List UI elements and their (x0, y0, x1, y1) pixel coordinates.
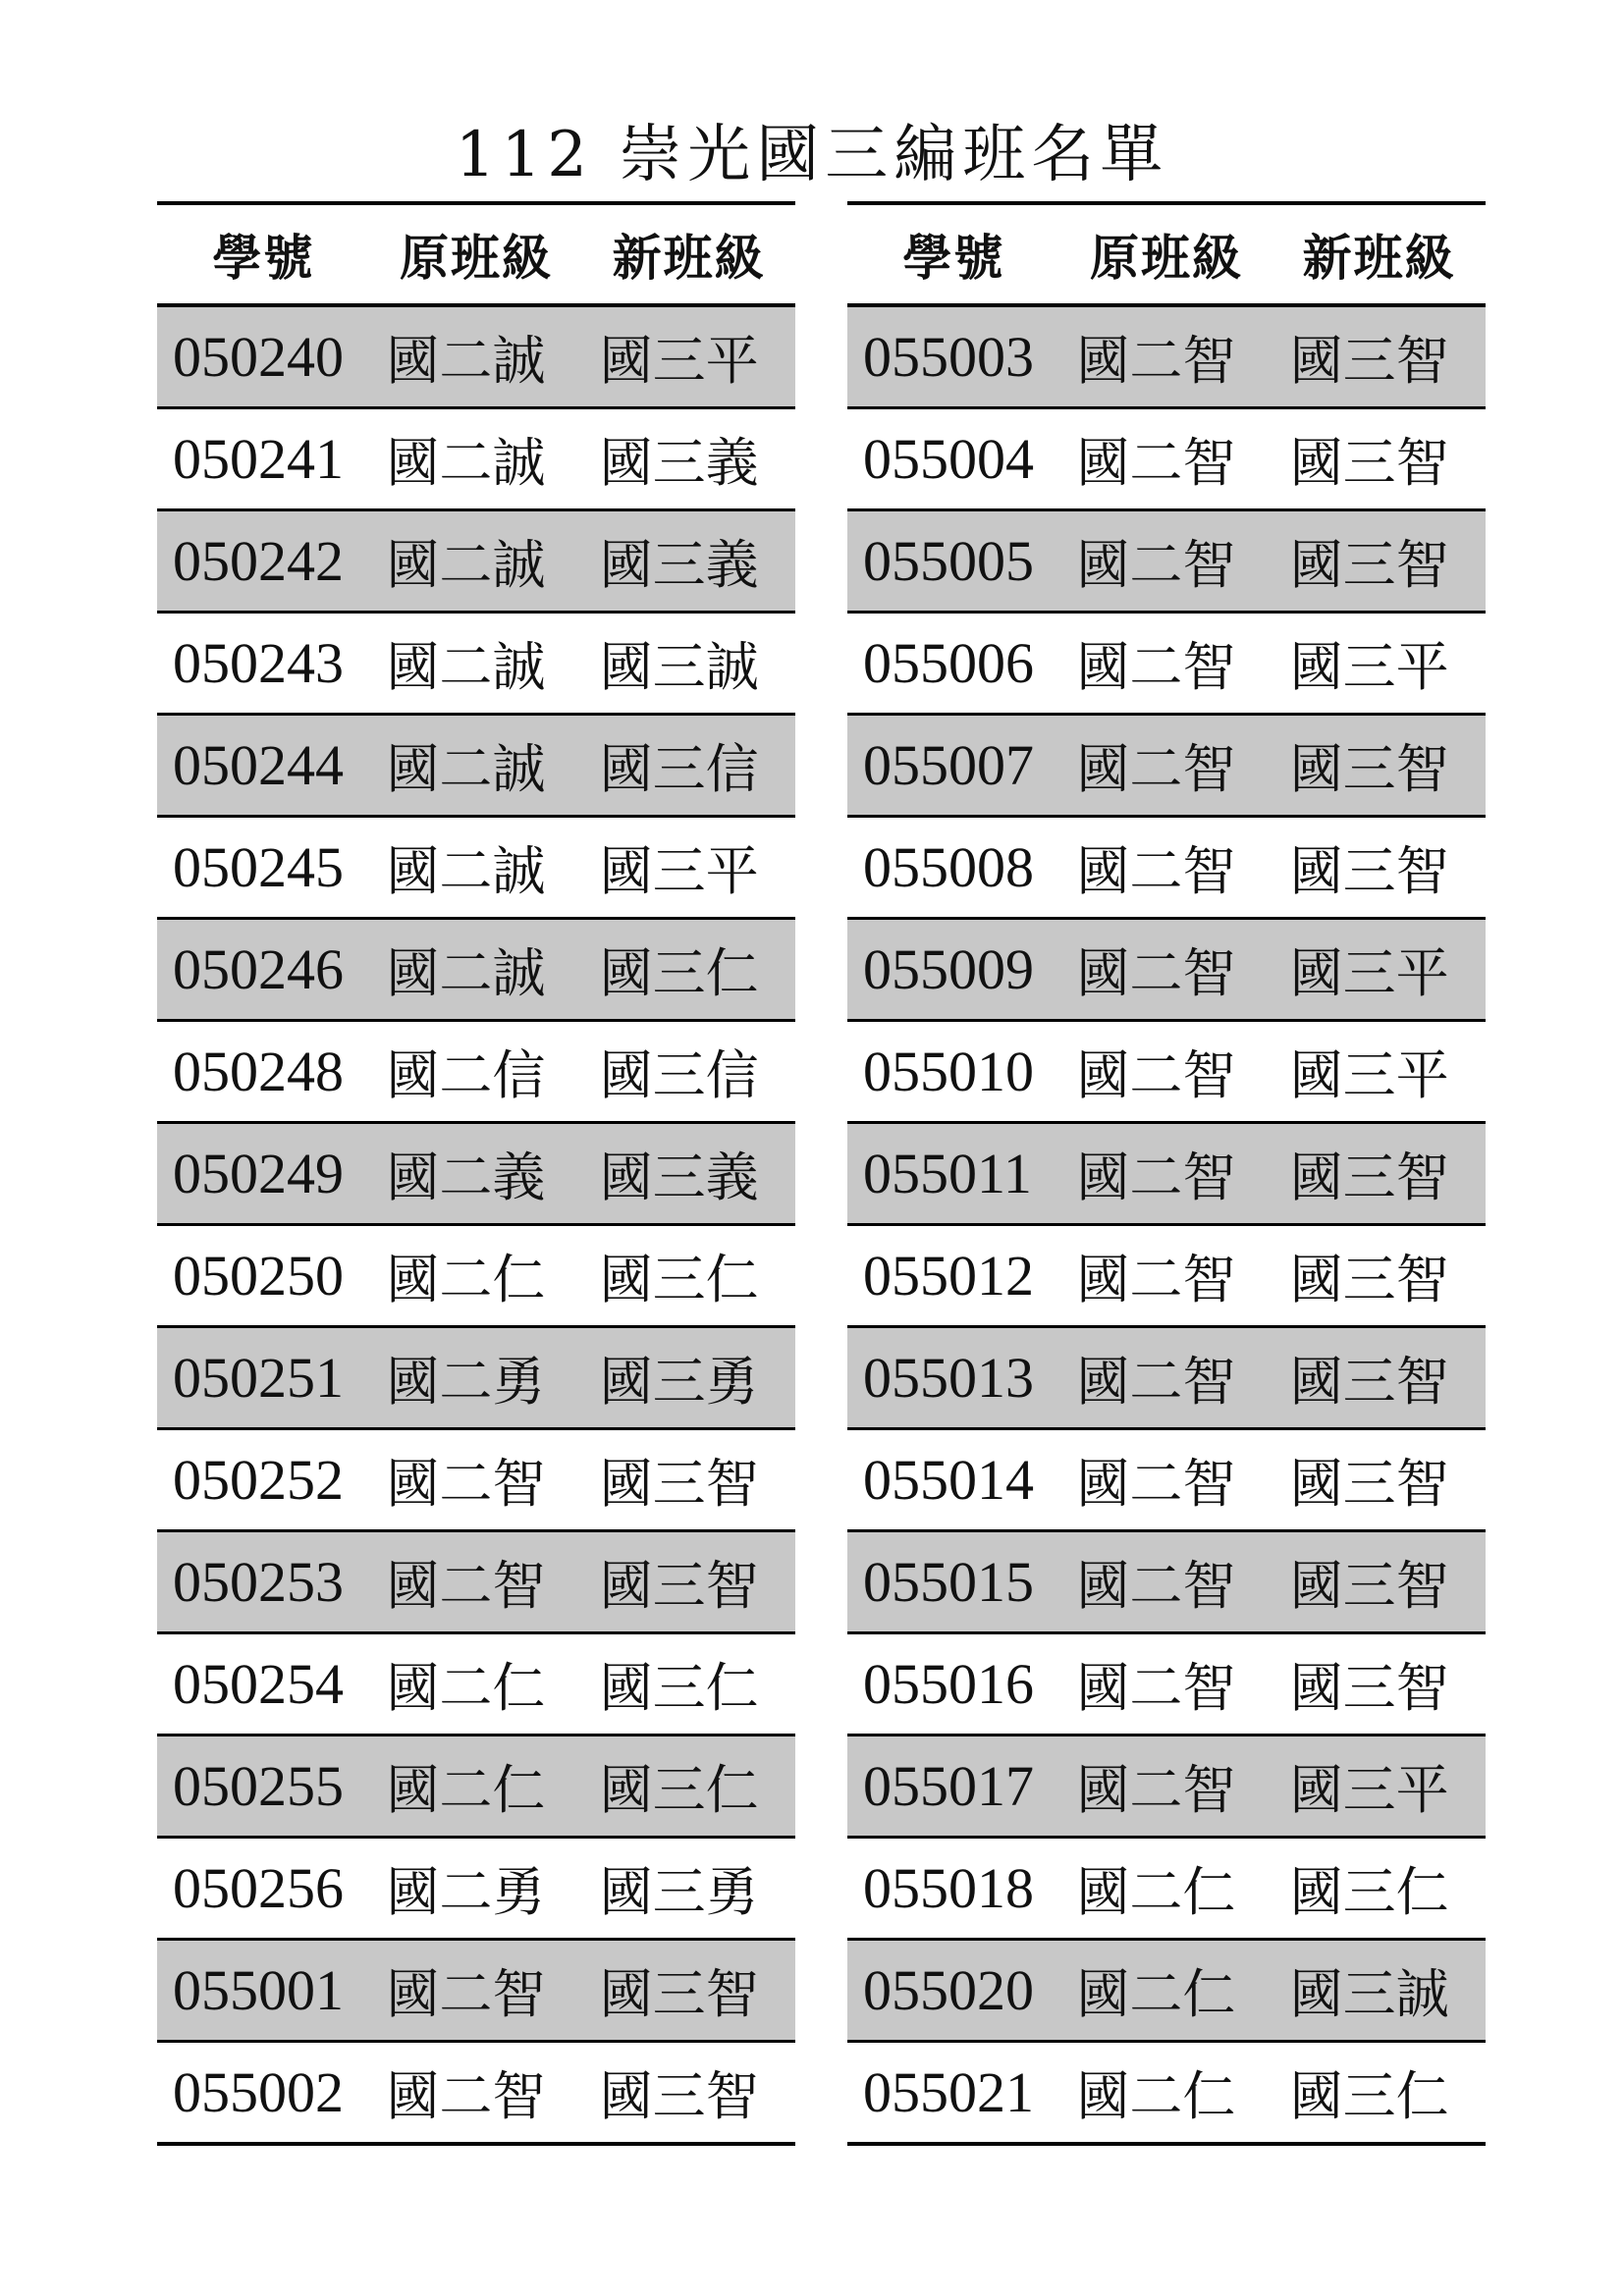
table-row (157, 1634, 795, 1736)
new-class-cell: 國三勇 (599, 1351, 759, 1413)
new-class-cell: 國三智 (1289, 534, 1449, 596)
new-class-cell: 國三仁 (1289, 2065, 1449, 2127)
old-class-cell: 國二智 (386, 1453, 546, 1515)
new-class-cell: 國三智 (599, 2065, 759, 2127)
table-header (157, 205, 795, 307)
header-student-id: 學號 (902, 230, 1005, 287)
page-title: 112 崇光國三編班名單 (455, 119, 1169, 191)
old-class-cell: 國二智 (1076, 432, 1236, 494)
header-new-class: 新班級 (1302, 230, 1456, 287)
table-row (847, 1328, 1486, 1430)
table-row (157, 920, 795, 1022)
new-class-cell: 國三平 (1289, 1044, 1449, 1106)
student-id-cell: 050241 (173, 427, 344, 491)
old-class-cell: 國二義 (386, 1147, 546, 1208)
new-class-cell: 國三誠 (1289, 1963, 1449, 2025)
table-row (157, 511, 795, 614)
student-id-cell: 050243 (173, 631, 344, 695)
student-id-cell: 055017 (863, 1754, 1034, 1818)
new-class-cell: 國三義 (599, 534, 759, 596)
old-class-cell: 國二智 (1076, 636, 1236, 698)
new-class-cell: 國三智 (1289, 1657, 1449, 1719)
table-body (847, 307, 1486, 2142)
table-row (847, 409, 1486, 511)
table-row (157, 1022, 795, 1124)
student-id-cell: 055013 (863, 1346, 1034, 1410)
table-row (157, 307, 795, 409)
old-class-cell: 國二智 (1076, 738, 1236, 800)
table-row (847, 511, 1486, 614)
new-class-cell: 國三信 (599, 1044, 759, 1106)
student-id-cell: 055016 (863, 1652, 1034, 1716)
new-class-cell: 國三智 (599, 1453, 759, 1515)
student-id-cell: 050256 (173, 1856, 344, 1920)
table-row (157, 1328, 795, 1430)
table-row (847, 1022, 1486, 1124)
table-row (157, 1839, 795, 1941)
new-class-cell: 國三義 (599, 1147, 759, 1208)
new-class-cell: 國三仁 (599, 1657, 759, 1719)
new-class-cell: 國三智 (1289, 738, 1449, 800)
student-id-cell: 050245 (173, 835, 344, 899)
old-class-cell: 國二智 (1076, 1351, 1236, 1413)
table-bottom-rule (157, 2142, 795, 2146)
table-row (157, 1430, 795, 1532)
old-class-cell: 國二智 (386, 2065, 546, 2127)
header-old-class: 原班級 (400, 230, 553, 287)
new-class-cell: 國三智 (599, 1963, 759, 2025)
old-class-cell: 國二智 (386, 1555, 546, 1617)
roster-table-right (847, 201, 1486, 2146)
new-class-cell: 國三智 (1289, 1147, 1449, 1208)
student-id-cell: 055018 (863, 1856, 1034, 1920)
table-row (157, 1736, 795, 1839)
new-class-cell: 國三智 (1289, 840, 1449, 902)
table-row (847, 818, 1486, 920)
old-class-cell: 國二智 (1076, 1044, 1236, 1106)
old-class-cell: 國二智 (1076, 1555, 1236, 1617)
old-class-cell: 國二智 (1076, 1657, 1236, 1719)
new-class-cell: 國三智 (599, 1555, 759, 1617)
old-class-cell: 國二仁 (386, 1249, 546, 1310)
student-id-cell: 055005 (863, 529, 1034, 593)
new-class-cell: 國三智 (1289, 1555, 1449, 1617)
student-id-cell: 050254 (173, 1652, 344, 1716)
old-class-cell: 國二誠 (386, 738, 546, 800)
student-id-cell: 055006 (863, 631, 1034, 695)
old-class-cell: 國二勇 (386, 1861, 546, 1923)
new-class-cell: 國三仁 (1289, 1861, 1449, 1923)
old-class-cell: 國二誠 (386, 636, 546, 698)
student-id-cell: 055015 (863, 1550, 1034, 1614)
header-old-class: 原班級 (1090, 230, 1243, 287)
old-class-cell: 國二仁 (386, 1657, 546, 1719)
new-class-cell: 國三仁 (599, 942, 759, 1004)
old-class-cell: 國二智 (1076, 1759, 1236, 1821)
new-class-cell: 國三勇 (599, 1861, 759, 1923)
table-row (157, 409, 795, 511)
new-class-cell: 國三智 (1289, 432, 1449, 494)
new-class-cell: 國三信 (599, 738, 759, 800)
table-row (847, 1736, 1486, 1839)
table-row (157, 1941, 795, 2043)
old-class-cell: 國二智 (1076, 942, 1236, 1004)
roster-table-left (157, 201, 795, 2146)
table-row (847, 2043, 1486, 2142)
table-row (157, 1532, 795, 1634)
table-row (847, 614, 1486, 716)
old-class-cell: 國二誠 (386, 942, 546, 1004)
new-class-cell: 國三平 (1289, 1759, 1449, 1821)
old-class-cell: 國二智 (1076, 1453, 1236, 1515)
student-id-cell: 055012 (863, 1244, 1034, 1308)
header-student-id: 學號 (212, 230, 315, 287)
new-class-cell: 國三智 (1289, 1249, 1449, 1310)
student-id-cell: 055009 (863, 937, 1034, 1001)
new-class-cell: 國三仁 (599, 1759, 759, 1821)
old-class-cell: 國二信 (386, 1044, 546, 1106)
old-class-cell: 國二仁 (1076, 1963, 1236, 2025)
student-id-cell: 055008 (863, 835, 1034, 899)
new-class-cell: 國三平 (1289, 942, 1449, 1004)
old-class-cell: 國二仁 (386, 1759, 546, 1821)
student-id-cell: 055001 (173, 1958, 344, 2022)
table-row (157, 818, 795, 920)
old-class-cell: 國二智 (386, 1963, 546, 2025)
table-row (847, 1430, 1486, 1532)
table-row (157, 1124, 795, 1226)
new-class-cell: 國三義 (599, 432, 759, 494)
old-class-cell: 國二智 (1076, 534, 1236, 596)
table-row (157, 2043, 795, 2142)
table-row (847, 1124, 1486, 1226)
student-id-cell: 050240 (173, 325, 344, 389)
table-row (847, 920, 1486, 1022)
student-id-cell: 050251 (173, 1346, 344, 1410)
new-class-cell: 國三平 (599, 330, 759, 392)
old-class-cell: 國二勇 (386, 1351, 546, 1413)
student-id-cell: 050246 (173, 937, 344, 1001)
old-class-cell: 國二智 (1076, 840, 1236, 902)
header-new-class: 新班級 (612, 230, 766, 287)
old-class-cell: 國二誠 (386, 840, 546, 902)
old-class-cell: 國二誠 (386, 330, 546, 392)
student-id-cell: 050255 (173, 1754, 344, 1818)
new-class-cell: 國三智 (1289, 1453, 1449, 1515)
table-row (847, 1839, 1486, 1941)
table-row (157, 614, 795, 716)
table-body (157, 307, 795, 2142)
old-class-cell: 國二仁 (1076, 2065, 1236, 2127)
student-id-cell: 055011 (863, 1142, 1032, 1205)
student-id-cell: 055020 (863, 1958, 1034, 2022)
old-class-cell: 國二誠 (386, 534, 546, 596)
table-row (847, 307, 1486, 409)
student-id-cell: 055010 (863, 1040, 1034, 1103)
table-row (847, 1226, 1486, 1328)
table-header (847, 205, 1486, 307)
student-id-cell: 050250 (173, 1244, 344, 1308)
table-row (847, 1532, 1486, 1634)
student-id-cell: 055014 (863, 1448, 1034, 1512)
new-class-cell: 國三仁 (599, 1249, 759, 1310)
student-id-cell: 050253 (173, 1550, 344, 1614)
old-class-cell: 國二智 (1076, 1249, 1236, 1310)
student-id-cell: 055002 (173, 2060, 344, 2124)
new-class-cell: 國三智 (1289, 330, 1449, 392)
old-class-cell: 國二仁 (1076, 1861, 1236, 1923)
student-id-cell: 055004 (863, 427, 1034, 491)
table-row (847, 1634, 1486, 1736)
student-id-cell: 050249 (173, 1142, 344, 1205)
student-id-cell: 055007 (863, 733, 1034, 797)
new-class-cell: 國三誠 (599, 636, 759, 698)
old-class-cell: 國二智 (1076, 330, 1236, 392)
student-id-cell: 055021 (863, 2060, 1034, 2124)
student-id-cell: 050248 (173, 1040, 344, 1103)
new-class-cell: 國三智 (1289, 1351, 1449, 1413)
table-row (847, 1941, 1486, 2043)
old-class-cell: 國二智 (1076, 1147, 1236, 1208)
student-id-cell: 050244 (173, 733, 344, 797)
table-row (157, 716, 795, 818)
old-class-cell: 國二誠 (386, 432, 546, 494)
table-row (157, 1226, 795, 1328)
student-id-cell: 050242 (173, 529, 344, 593)
student-id-cell: 055003 (863, 325, 1034, 389)
new-class-cell: 國三平 (599, 840, 759, 902)
table-row (847, 716, 1486, 818)
table-bottom-rule (847, 2142, 1486, 2146)
new-class-cell: 國三平 (1289, 636, 1449, 698)
student-id-cell: 050252 (173, 1448, 344, 1512)
